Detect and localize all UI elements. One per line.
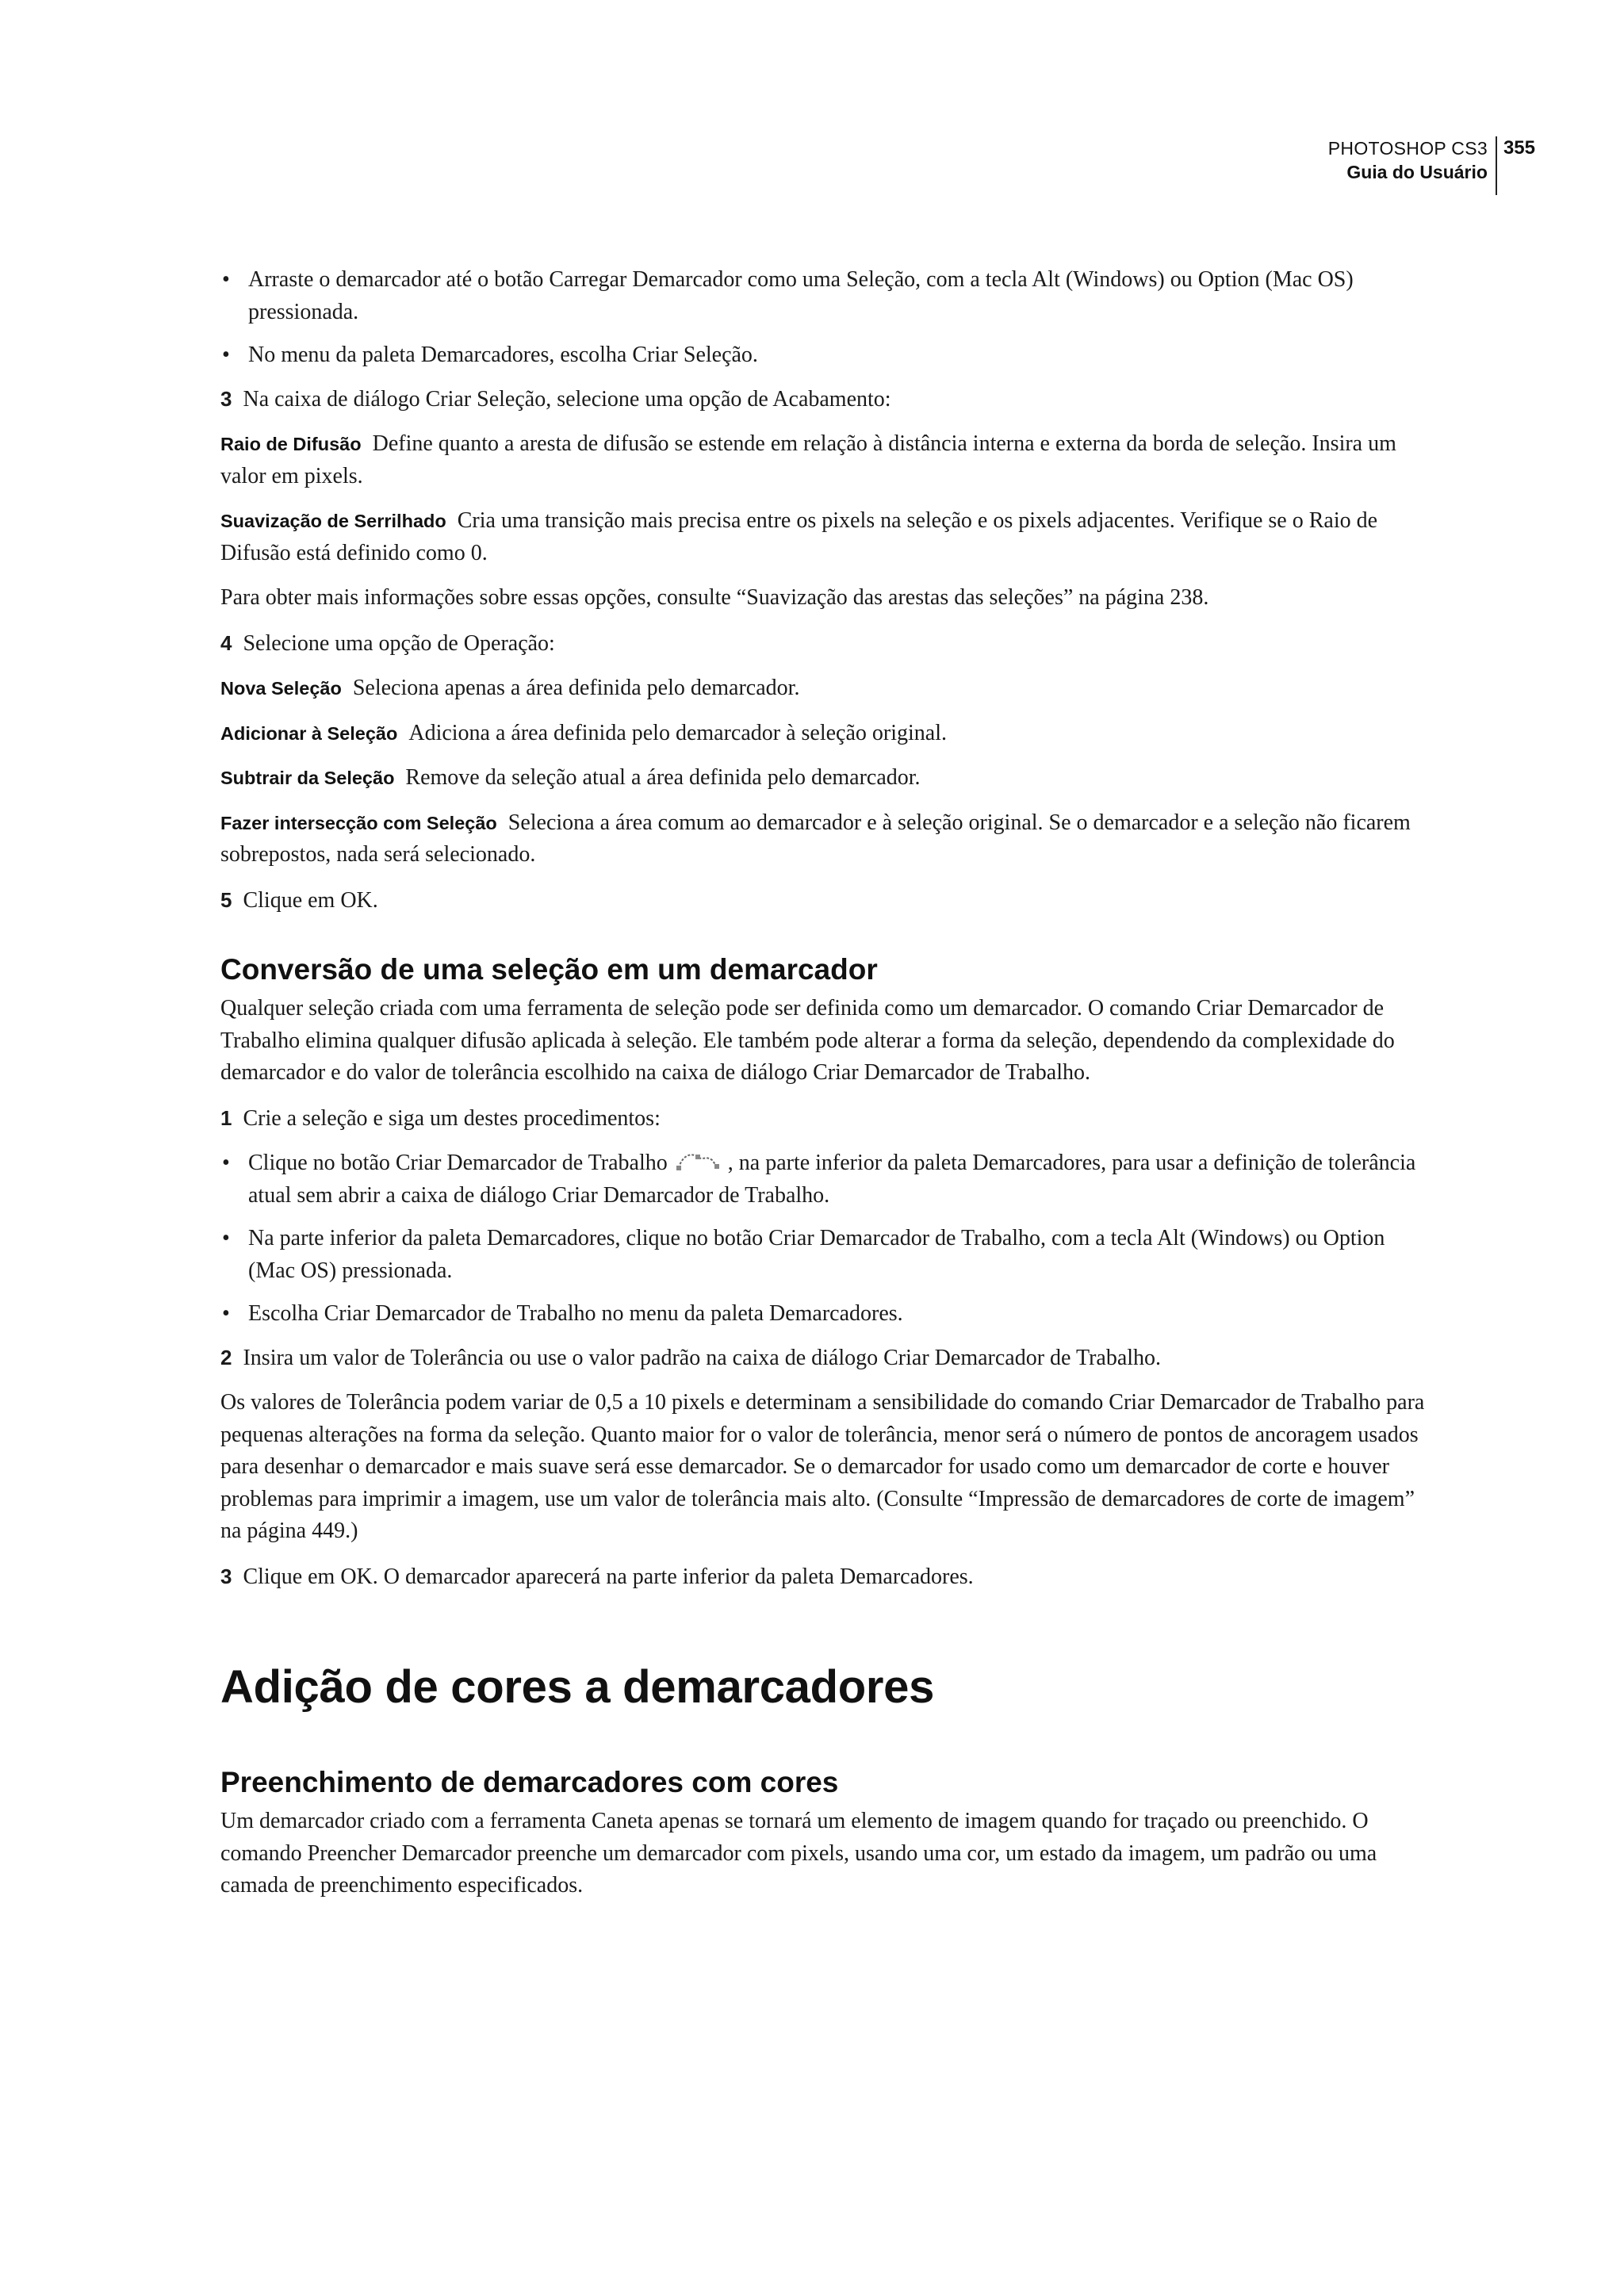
definition-desc: Seleciona apenas a área definida pelo demarcador. <box>352 676 800 700</box>
step-text: Na caixa de diálogo Criar Seleção, selecione uma opção de Acabamento: <box>243 386 891 412</box>
bullet-text <box>248 1147 1426 1212</box>
step-item <box>220 1342 1426 1375</box>
section-heading: Conversão de uma seleção em um demarcador <box>220 953 878 986</box>
bullet-text: Escolha Criar Demarcador de Trabalho no menu da paleta Demarcadores. <box>248 1301 903 1326</box>
header-guide: Guia do Usuário <box>1346 162 1488 182</box>
bullet-item <box>220 264 1426 328</box>
bullet-item <box>220 1223 1426 1287</box>
make-work-path-icon <box>674 1149 722 1173</box>
step-item <box>220 627 1426 661</box>
step-number: 1 <box>220 1105 232 1130</box>
definition-item <box>220 672 1426 705</box>
definition-term: Suavização de Serrilhado <box>220 511 446 531</box>
definition-term: Raio de Difusão <box>220 434 362 454</box>
bullet-item <box>220 1298 1426 1331</box>
step-text: Crie a seleção e siga um destes procedimentos: <box>243 1105 661 1131</box>
info-paragraph: Para obter mais informações sobre essas opções, consulte “Suavização das arestas das seleções” na página 238. <box>220 585 1209 610</box>
definition-term: Fazer intersecção com Seleção <box>220 812 497 833</box>
step-number: 3 <box>220 1564 232 1588</box>
bullet-mark: • <box>222 1226 230 1250</box>
definition-term: Subtrair da Seleção <box>220 768 395 788</box>
step-number: 2 <box>220 1345 232 1369</box>
step-number: 4 <box>220 630 232 655</box>
bullet-text: No menu da paleta Demarcadores, escolha Criar Seleção. <box>248 343 758 367</box>
bullet-mark: • <box>222 1301 230 1326</box>
step-number: 3 <box>220 386 232 411</box>
definition-desc: Define quanto a aresta de difusão se estende em relação à distância interna e externa da borda de seleção. Insira um valor em pixels. <box>220 431 1396 488</box>
bullet-text: Na parte inferior da paleta Demarcadores, clique no botão Criar Demarcador de Trabalho, com a tecla Alt (Windows) ou Option (Mac OS) pressionada. <box>248 1226 1385 1283</box>
definition-item <box>220 762 1426 795</box>
bullet-text-after: , na parte inferior da paleta Demarcadores, para usar a definição de tolerância atual sem abrir a caixa de diálogo Criar Demarcador de Trabalho. <box>248 1151 1416 1208</box>
bullet-text-before: Clique no botão Criar Demarcador de Trabalho <box>248 1151 668 1175</box>
page-number: 355 <box>1503 137 1535 159</box>
step-text: Clique em OK. O demarcador aparecerá na parte inferior da paleta Demarcadores. <box>243 1564 974 1589</box>
step-item <box>220 1561 1426 1594</box>
section-paragraph: Um demarcador criado com a ferramenta Caneta apenas se tornará um elemento de imagem quando for traçado ou preenchido. O comando Preencher Demarcador preenche um demarcador com pixels, usando uma cor, um estado da imagem, um padrão ou uma camada de preenchimento especificados. <box>220 1809 1377 1898</box>
definition-term: Adicionar à Seleção <box>220 722 398 744</box>
bullet-mark: • <box>222 1151 230 1175</box>
definition-item <box>220 718 1426 750</box>
definition-item <box>220 505 1426 569</box>
section-heading: Preenchimento de demarcadores com cores <box>220 1766 839 1798</box>
step-item <box>220 884 1426 917</box>
header-title-block <box>1328 136 1497 195</box>
tolerance-paragraph: Os valores de Tolerância podem variar de 0,5 a 10 pixels e determinam a sensibilidade do comando Criar Demarcador de Trabalho para pequenas alterações na forma da seleção. Quanto maior for o valor de tolerância, menor será o número de pontos de ancoragem usados para desenhar o demarcador e mais suave será esse demarcador. Se o demarcador for usado como um demarcador de corte e houver problemas para imprimir a imagem, use um valor de tolerância mais alto. (Consulte “Impressão de demarcadores de corte de imagem” na página 449.) <box>220 1390 1425 1543</box>
definition-desc: Adiciona a área definida pelo demarcador à seleção original. <box>408 720 948 745</box>
bullet-item <box>220 1147 1426 1212</box>
definition-desc: Remove da seleção atual a área definida pelo demarcador. <box>405 765 921 790</box>
step-text: Clique em OK. <box>243 887 378 913</box>
page-body <box>220 264 1426 1915</box>
running-header <box>1328 136 1535 195</box>
chapter-heading: Adição de cores a demarcadores <box>220 1661 935 1713</box>
step-item <box>220 383 1426 416</box>
section-intro: Qualquer seleção criada com uma ferramenta de seleção pode ser definida como um demarcador. O comando Criar Demarcador de Trabalho elimina qualquer difusão aplicada à seleção. Ele também pode alterar a forma da seleção, dependendo da complexidade do demarcador e do valor de tolerância escolhido na caixa de diálogo Criar Demarcador de Trabalho. <box>220 996 1395 1085</box>
definition-item <box>220 807 1426 871</box>
step-number: 5 <box>220 887 232 912</box>
definition-desc: Seleciona a área comum ao demarcador e à seleção original. Se o demarcador e a seleção não ficarem sobrepostos, nada será selecionado. <box>220 810 1411 867</box>
bullet-mark: • <box>222 267 230 292</box>
bullet-item <box>220 339 1426 372</box>
definition-desc: Cria uma transição mais precisa entre os pixels na seleção e os pixels adjacentes. Verifique se o Raio de Difusão está definido como 0. <box>220 508 1378 565</box>
definition-item <box>220 428 1426 492</box>
step-item <box>220 1102 1426 1136</box>
step-text: Insira um valor de Tolerância ou use o valor padrão na caixa de diálogo Criar Demarcador de Trabalho. <box>243 1345 1162 1370</box>
bullet-text: Arraste o demarcador até o botão Carregar Demarcador como uma Seleção, com a tecla Alt (Windows) ou Option (Mac OS) pressionada. <box>248 267 1354 324</box>
header-product: PHOTOSHOP CS3 <box>1327 138 1488 159</box>
step-text: Selecione uma opção de Operação: <box>243 630 555 656</box>
bullet-mark: • <box>222 343 230 367</box>
definition-term: Nova Seleção <box>220 678 342 699</box>
